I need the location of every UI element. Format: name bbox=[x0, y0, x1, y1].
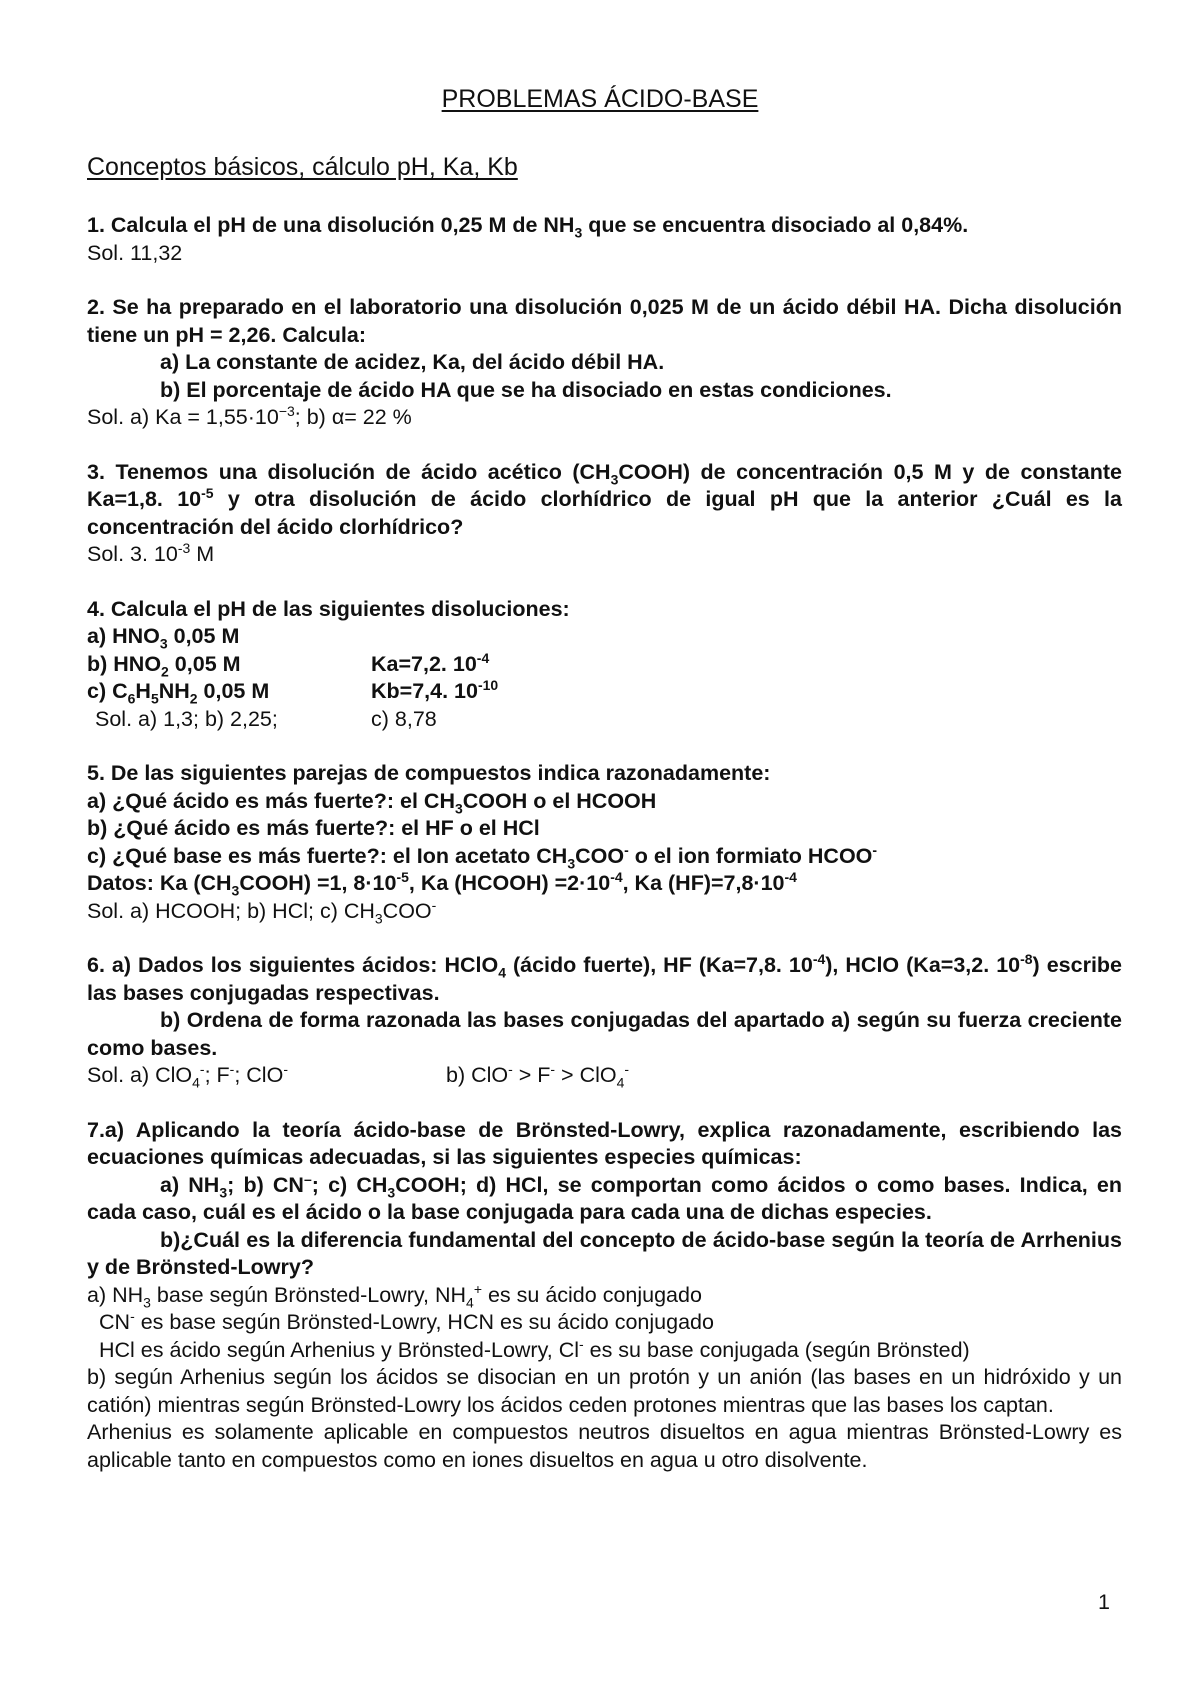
problem-6-part-b: b) Ordena de forma razonada las bases conjugadas del apartado a) según su fuerza creciente como bases. bbox=[87, 1008, 1122, 1060]
problems-list bbox=[87, 212, 1122, 1474]
problem-3-solution: Sol. 3. $10^{-3}$ M bbox=[87, 539, 215, 566]
problem-4-question: 4. Calcula el pH de las siguientes disoluciones: bbox=[87, 596, 570, 621]
page-number: 1 bbox=[1098, 1590, 1110, 1614]
problem-6-solution: Sol. a) ClO$_4$-; F-; ClO- b) ClO- > F- > ClO$_4$- bbox=[87, 1060, 630, 1091]
problem-7-part-a: 7.a) Aplicando la teoría ácido-base de Brönsted-Lowry, explica razonadamente, escribiendo las ecuaciones químicas adecuadas, si las siguientes especies químicas: bbox=[87, 1117, 1122, 1169]
problem-2-solution: Sol. a) $Ka = 1,55\cdot 10^{-3}$; b) α= 22 % bbox=[87, 402, 412, 429]
problem-5-part-c: c) ¿Qué base es más fuerte?: el Ion acetato $CH_3COO^-$ o el ion formiato HCOO- bbox=[87, 841, 878, 871]
problem-5-part-b: b) ¿Qué ácido es más fuerte?: el HF o el HCl bbox=[87, 816, 540, 840]
problem-2-part-a: a) La constante de acidez, Ka, del ácido débil HA. bbox=[160, 350, 665, 374]
problem-7-answer-cn: CN- es base según Brönsted-Lowry, HCN es su ácido conjugado bbox=[99, 1307, 714, 1334]
problem-5-solution: Sol. a) HCOOH; b) HCl; c) $CH_3COO^-$ bbox=[87, 896, 437, 926]
problem-4-part-a: a) $HNO_3$ 0,05 M bbox=[87, 624, 240, 652]
problem-4-solution: Sol. a) 1,3; b) 2,25; c) 8,78 bbox=[95, 706, 437, 731]
problem-7-species: a) $NH_3$; b) CN–; c) $CH_3COOH$; d) HCl, se comportan como ácidos o como bases. Indica, en cada caso, cuál es el ácido o la base conjugada para cada una de dichas especies. bbox=[87, 1170, 1123, 1224]
problem-7-answer-note: Arhenius es solamente aplicable en compuestos neutros disueltos en agua mientras Brönsted-Lowry es aplicable tanto en compuestos como en iones disueltos en agua u otro disolvente. bbox=[87, 1420, 1122, 1472]
problem-7-answer-b: b) según Arhenius según los ácidos se disocian en un protón y un anión (las bases en un hidróxido y un catión) mientras según Brönsted-Lowry los ácidos ceden protones mientras que las bases los captan. bbox=[87, 1365, 1122, 1417]
problem-6-part-a: 6. a) Dados los siguientes ácidos: HClO$_4$ (ácido fuerte), HF (Ka=7,8. $10^{-4}$), HClO (Ka=3,2. $10^{-8}$) escribe las bases conjugadas respectivas. bbox=[87, 950, 1123, 1005]
section-heading: Conceptos básicos, cálculo pH, Ka, Kb bbox=[87, 153, 518, 181]
problem-1-question: 1. Calcula el pH de una disolución 0,25 M de $NH_3$ que se encuentra disociado al 0,84%. bbox=[87, 213, 969, 241]
problem-4-part-c: c) $C_6H_5NH_2$ 0,05 M Kb=7,4. $10^{-10}$ bbox=[87, 676, 499, 707]
problem-4-part-b: b) $HNO_2$ 0,05 M Ka=7,2. $10^{-4}$ bbox=[87, 649, 490, 679]
problem-7-answer-hcl: HCl es ácido según Arhenius y Brönsted-Lowry, Cl- es su base conjugada (según Brönsted) bbox=[99, 1335, 970, 1362]
problem-7-part-b: b)¿Cuál es la diferencia fundamental del concepto de ácido-base según la teoría de Arrhenius y de Brönsted-Lowry? bbox=[87, 1227, 1122, 1279]
problem-7-answer-nh3: a) $NH_3$ base según Brönsted-Lowry, $NH_4^+$ es su ácido conjugado bbox=[87, 1280, 702, 1310]
problem-2-question: 2. Se ha preparado en el laboratorio una disolución 0,025 M de un ácido débil HA. Dicha disolución tiene un pH = 2,26. Calcula: bbox=[87, 295, 1122, 347]
problem-5-part-a: a) ¿Qué ácido es más fuerte?: el $CH_3COOH$ o el HCOOH bbox=[87, 788, 657, 816]
problem-5-data: Datos: Ka $(CH_3COOH) =1$, $8\cdot 10^{-5}$, Ka (HCOOH) $=2\cdot 10^{-4}$, Ka $(HF)=7,8\cdot 10^{-4}$ bbox=[87, 868, 797, 899]
problem-1-solution: Sol. 11,32 bbox=[87, 240, 183, 265]
problem-2-part-b: b) El porcentaje de ácido HA que se ha disociado en estas condiciones. bbox=[160, 377, 892, 402]
problem-3-question: 3. Tenemos una disolución de ácido acético $(CH_3COOH)$ de concentración 0,5 M y de constante Ka=1,8. $10^{-5}$ y otra disolución de ácido clorhídrico de igual pH que la anterior ¿Cuál es la concentración del ácido clorhídrico? bbox=[87, 459, 1122, 539]
page-title: PROBLEMAS ÁCIDO-BASE bbox=[441, 85, 759, 113]
problem-5-question: 5. De las siguientes parejas de compuestos indica razonadamente: bbox=[87, 761, 771, 785]
